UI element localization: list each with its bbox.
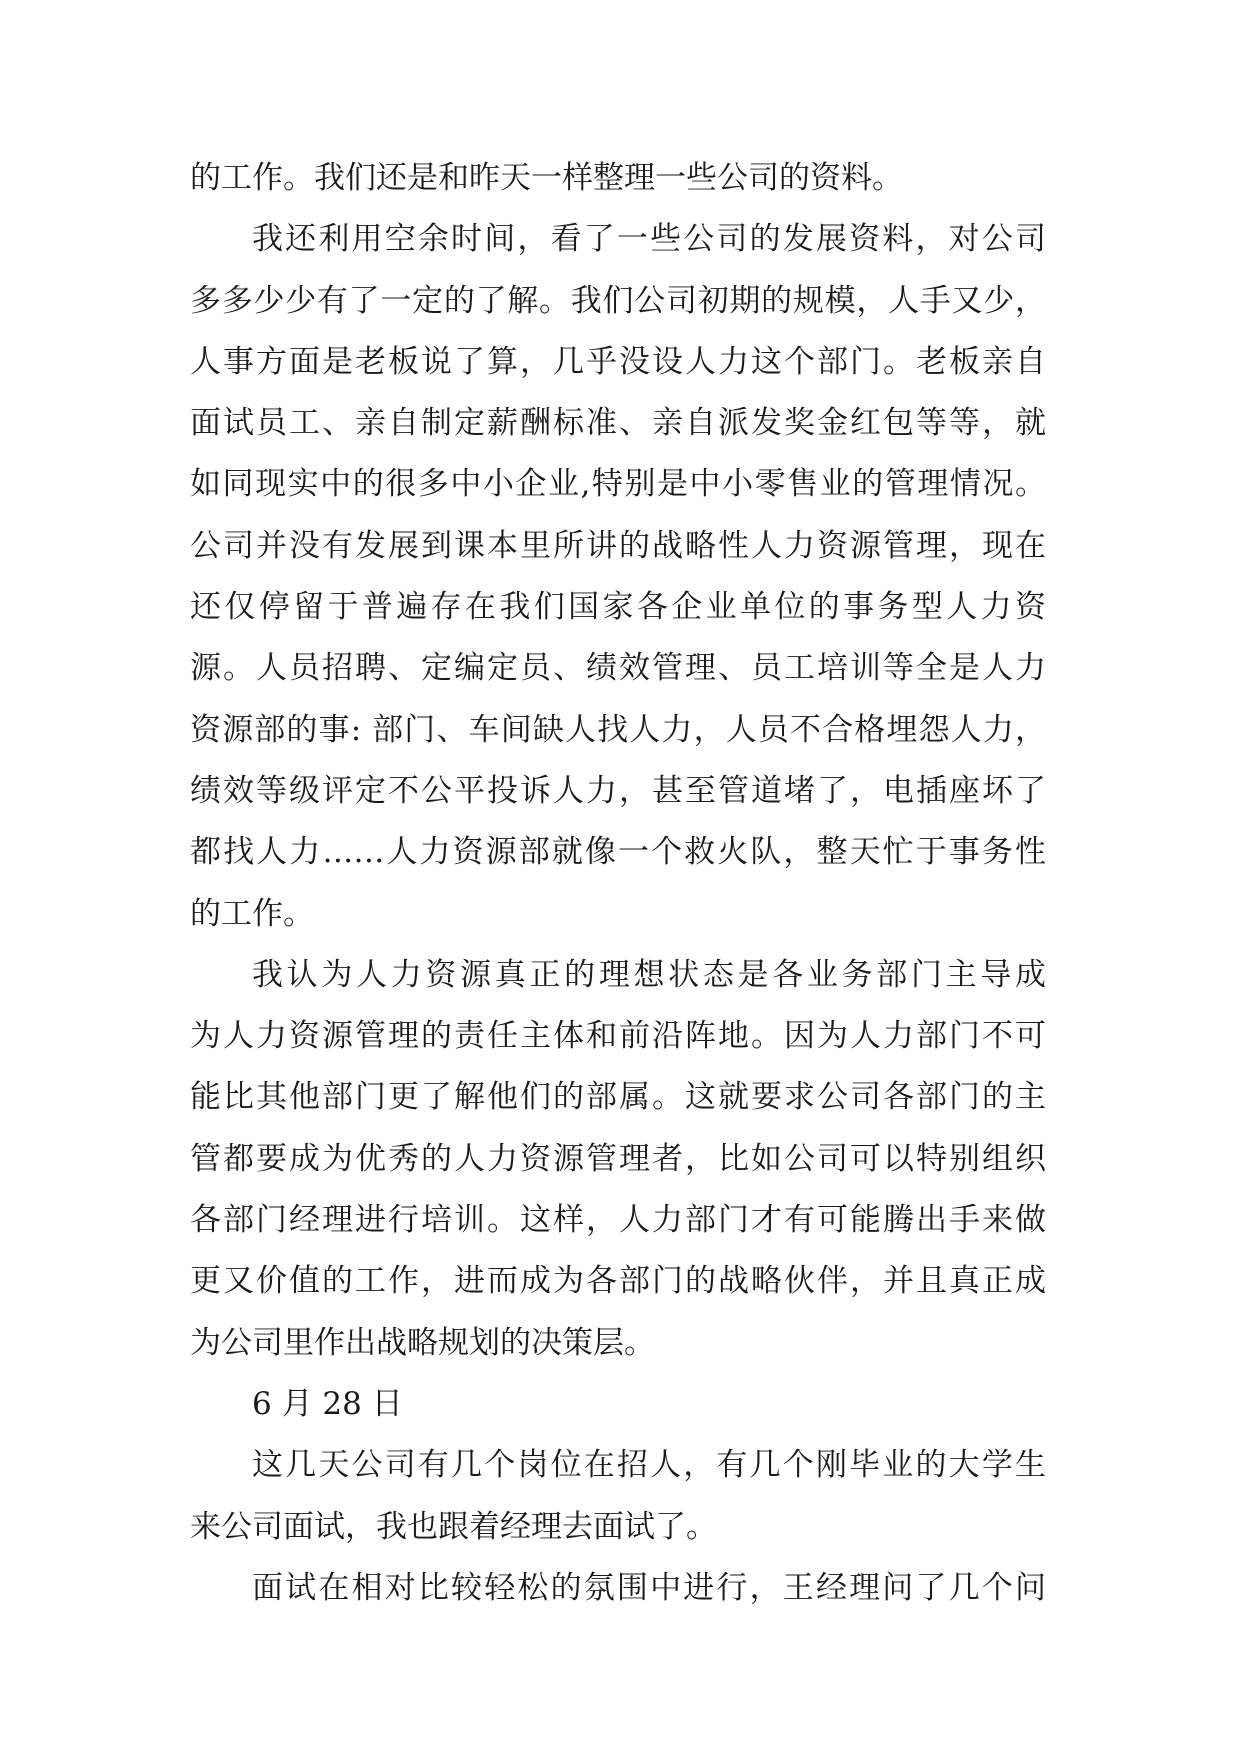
- text-line: 还仅停留于普遍存在我们国家各企业单位的事务型人力资: [190, 589, 1046, 626]
- date-heading: 6 月 28 日: [252, 1385, 403, 1422]
- text-line: 面试在相对比较轻松的氛围中进行，王经理问了几个问: [252, 1569, 1046, 1606]
- text-line: 的工作。我们还是和昨天一样整理一些公司的资料。: [190, 160, 903, 196]
- text-line: 如同现实中的很多中小企业,特别是中小零售业的管理情况。: [190, 466, 1046, 503]
- text-line: 人事方面是老板说了算，几乎没设人力这个部门。老板亲自: [190, 343, 1046, 380]
- text-line: 绩效等级评定不公平投诉人力，甚至管道堵了，电插座坏了: [190, 772, 1046, 809]
- text-line: 这几天公司有几个岗位在招人，有几个刚毕业的大学生: [252, 1447, 1046, 1484]
- document-body: [190, 148, 1046, 1619]
- text-line: 各部门经理进行培训。这样，人力部门才有可能腾出手来做: [190, 1202, 1046, 1239]
- text-line: 我认为人力资源真正的理想状态是各业务部门主导成: [252, 956, 1046, 993]
- text-line: 来公司面试，我也跟着经理去面试了。: [190, 1508, 717, 1545]
- text-line: 为公司里作出战略规划的决策层。: [190, 1324, 655, 1361]
- text-line: 多多少少有了一定的了解。我们公司初期的规模，人手又少，: [190, 282, 1046, 319]
- text-line: 都找人力……人力资源部就像一个救火队，整天忙于事务性: [190, 834, 1046, 871]
- text-line: 更又价值的工作，进而成为各部门的战略伙伴，并且真正成: [190, 1263, 1046, 1300]
- text-line: 我还利用空余时间，看了一些公司的发展资料，对公司: [252, 221, 1046, 258]
- text-line: 管都要成为优秀的人力资源管理者，比如公司可以特别组织: [190, 1140, 1046, 1177]
- text-line: 源。人员招聘、定编定员、绩效管理、员工培训等全是人力: [190, 650, 1046, 687]
- text-line: 的工作。: [190, 895, 314, 932]
- text-line: 为人力资源管理的责任主体和前沿阵地。因为人力部门不可: [190, 1018, 1046, 1055]
- text-line: 面试员工、亲自制定薪酬标准、亲自派发奖金红包等等，就: [190, 405, 1046, 442]
- text-line: 能比其他部门更了解他们的部属。这就要求公司各部门的主: [190, 1079, 1046, 1116]
- text-line: 公司并没有发展到课本里所讲的战略性人力资源管理，现在: [190, 527, 1046, 564]
- text-line: 资源部的事: 部门、车间缺人找人力，人员不合格埋怨人力，: [190, 711, 1046, 748]
